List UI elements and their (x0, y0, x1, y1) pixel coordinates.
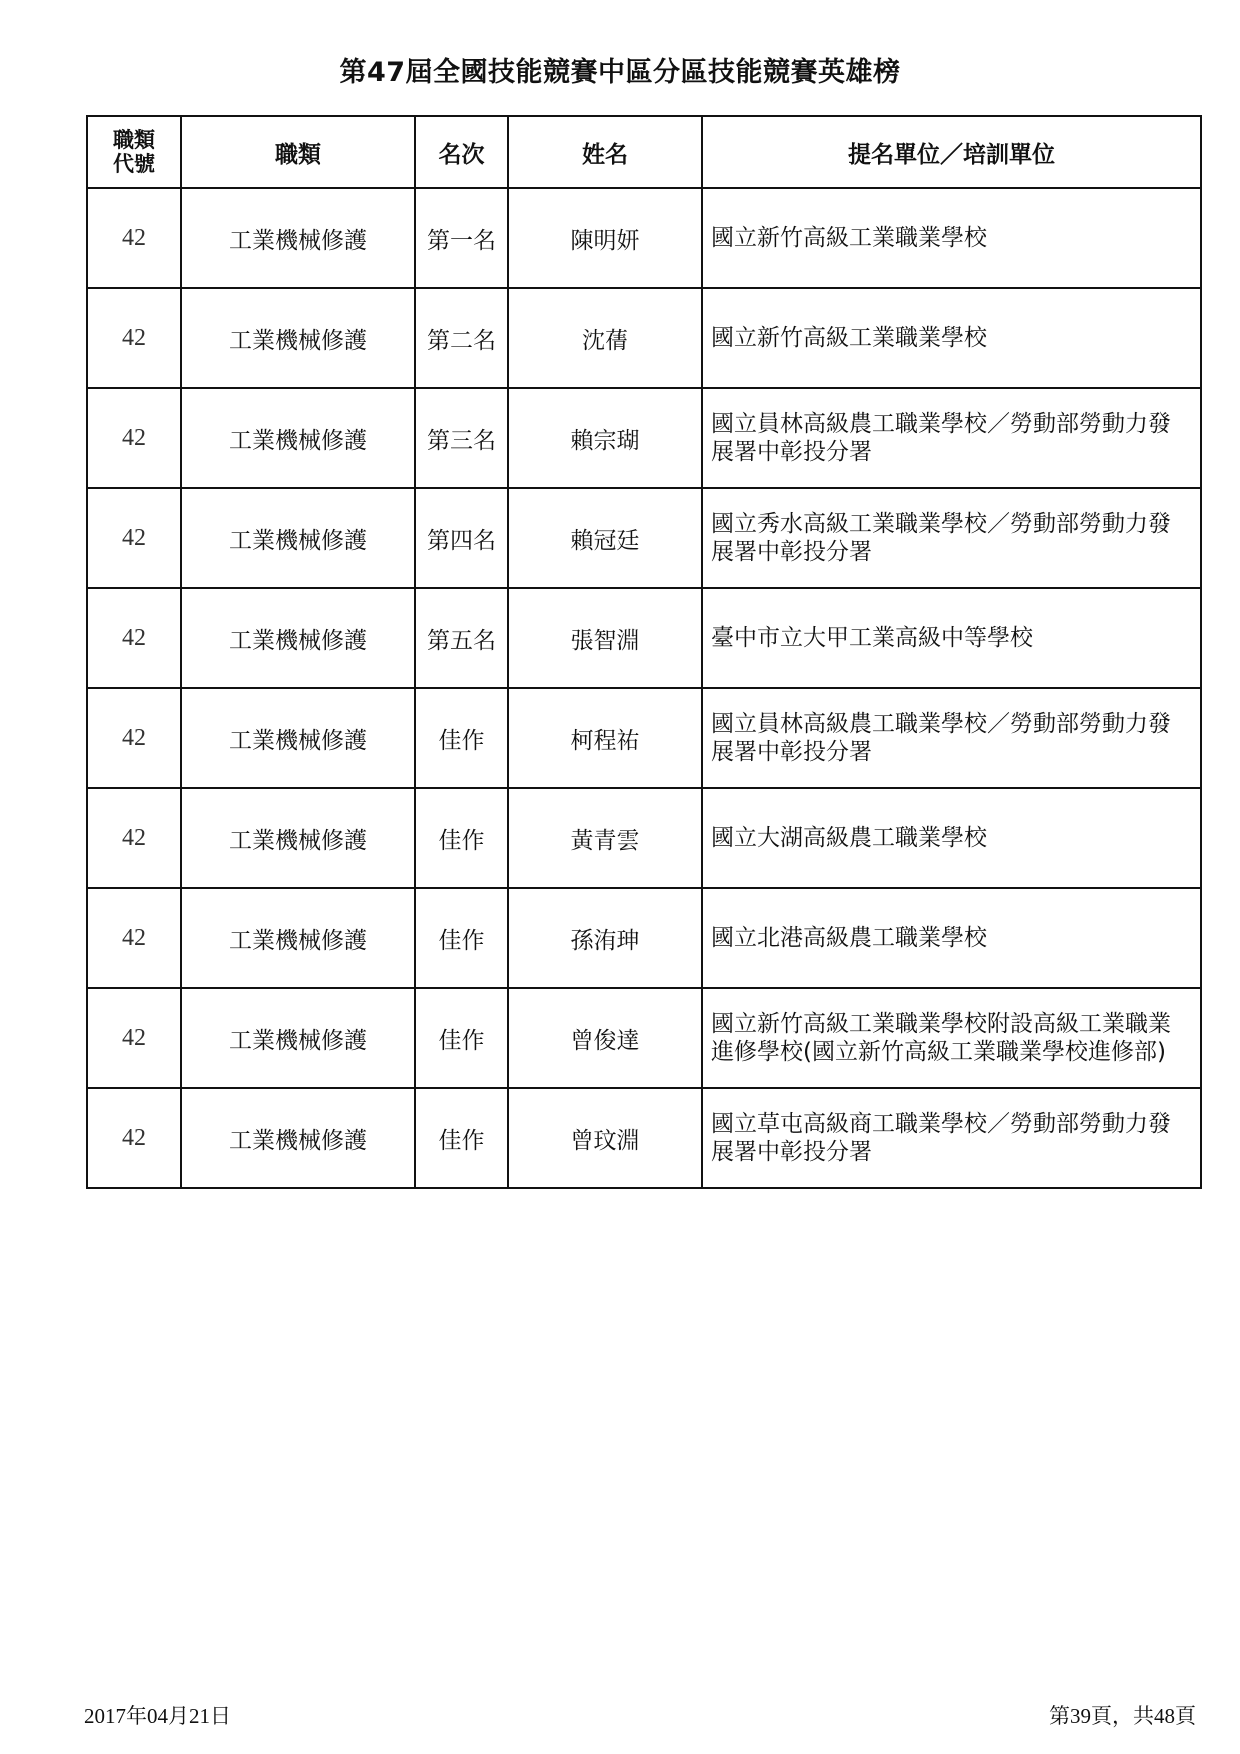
table-row (87, 588, 1201, 688)
page-number: 第39頁，共48頁 (1049, 1704, 1196, 1728)
header-rank: 名次 (415, 116, 508, 188)
cell-trade: 工業機械修護 (181, 388, 415, 488)
cell-name: 孫洧珅 (508, 888, 702, 988)
table-header-row (87, 116, 1201, 188)
table-row (87, 988, 1201, 1088)
page-title: 第47屆全國技能競賽中區分區技能競賽英雄榜 (339, 57, 901, 88)
cell-unit: 國立員林高級農工職業學校／勞動部勞動力發展署中彰投分署 (702, 388, 1201, 488)
table-row (87, 1088, 1201, 1188)
cell-trade-code: 42 (87, 1088, 181, 1188)
cell-name: 柯程祐 (508, 688, 702, 788)
cell-trade: 工業機械修護 (181, 688, 415, 788)
cell-trade-code: 42 (87, 888, 181, 988)
cell-name: 黃青雲 (508, 788, 702, 888)
cell-trade: 工業機械修護 (181, 988, 415, 1088)
table-row (87, 888, 1201, 988)
header-trade: 職類 (181, 116, 415, 188)
cell-trade-code: 42 (87, 488, 181, 588)
table-row (87, 188, 1201, 288)
table-row (87, 388, 1201, 488)
cell-rank: 佳作 (415, 988, 508, 1088)
cell-trade: 工業機械修護 (181, 1088, 415, 1188)
cell-trade: 工業機械修護 (181, 488, 415, 588)
cell-unit: 國立大湖高級農工職業學校 (702, 788, 1201, 888)
table-row (87, 288, 1201, 388)
cell-name: 沈蒨 (508, 288, 702, 388)
cell-trade-code: 42 (87, 688, 181, 788)
cell-trade-code: 42 (87, 988, 181, 1088)
cell-name: 曾玟淵 (508, 1088, 702, 1188)
cell-trade-code: 42 (87, 188, 181, 288)
cell-unit: 國立新竹高級工業職業學校 (702, 288, 1201, 388)
cell-rank: 佳作 (415, 788, 508, 888)
print-date: 2017年04月21日 (84, 1704, 231, 1728)
cell-unit: 國立員林高級農工職業學校／勞動部勞動力發展署中彰投分署 (702, 688, 1201, 788)
cell-rank: 第一名 (415, 188, 508, 288)
cell-rank: 佳作 (415, 1088, 508, 1188)
cell-unit: 國立新竹高級工業職業學校附設高級工業職業進修學校(國立新竹高級工業職業學校進修部) (702, 988, 1201, 1088)
cell-unit: 國立新竹高級工業職業學校 (702, 188, 1201, 288)
cell-trade-code: 42 (87, 288, 181, 388)
cell-trade: 工業機械修護 (181, 188, 415, 288)
cell-trade: 工業機械修護 (181, 788, 415, 888)
cell-trade: 工業機械修護 (181, 588, 415, 688)
cell-rank: 第四名 (415, 488, 508, 588)
results-table (86, 115, 1202, 1189)
header-trade-code-line1: 職類 (113, 128, 155, 152)
header-trade-code (87, 116, 181, 188)
cell-unit: 國立草屯高級商工職業學校／勞動部勞動力發展署中彰投分署 (702, 1088, 1201, 1188)
table-row (87, 788, 1201, 888)
cell-trade-code: 42 (87, 588, 181, 688)
header-name: 姓名 (508, 116, 702, 188)
cell-unit: 國立北港高級農工職業學校 (702, 888, 1201, 988)
cell-name: 陳明妍 (508, 188, 702, 288)
cell-unit: 國立秀水高級工業職業學校／勞動部勞動力發展署中彰投分署 (702, 488, 1201, 588)
cell-trade-code: 42 (87, 788, 181, 888)
cell-unit: 臺中市立大甲工業高級中等學校 (702, 588, 1201, 688)
cell-name: 曾俊達 (508, 988, 702, 1088)
cell-rank: 佳作 (415, 688, 508, 788)
header-unit: 提名單位／培訓單位 (702, 116, 1201, 188)
header-trade-code-line2: 代號 (113, 152, 155, 176)
cell-name: 賴宗瑚 (508, 388, 702, 488)
cell-rank: 第二名 (415, 288, 508, 388)
cell-rank: 第五名 (415, 588, 508, 688)
cell-trade-code: 42 (87, 388, 181, 488)
table-row (87, 688, 1201, 788)
cell-trade: 工業機械修護 (181, 288, 415, 388)
cell-name: 賴冠廷 (508, 488, 702, 588)
cell-name: 張智淵 (508, 588, 702, 688)
cell-rank: 第三名 (415, 388, 508, 488)
cell-trade: 工業機械修護 (181, 888, 415, 988)
cell-rank: 佳作 (415, 888, 508, 988)
table-row (87, 488, 1201, 588)
